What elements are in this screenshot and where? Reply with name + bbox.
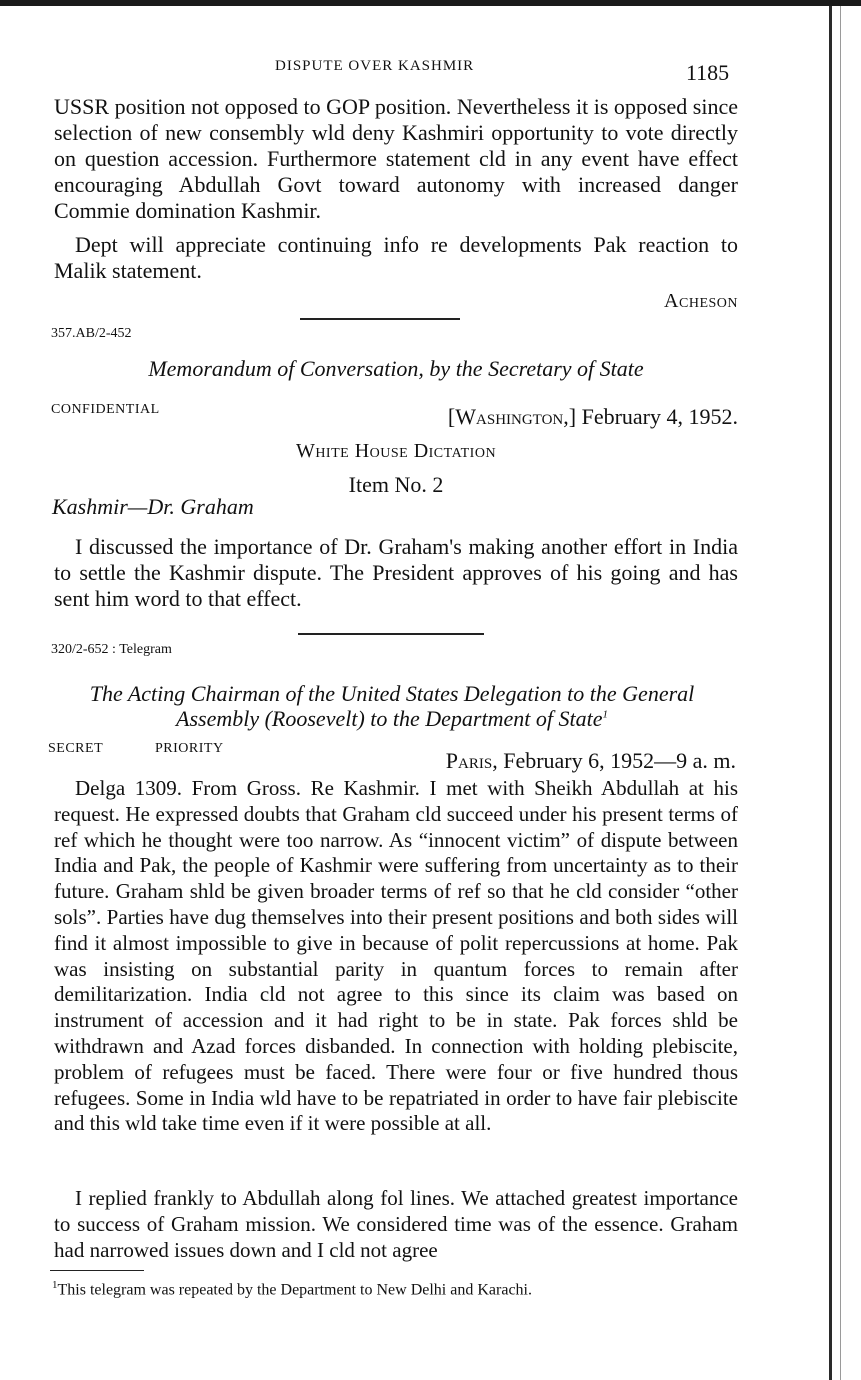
page-binding-edge bbox=[829, 6, 832, 1380]
telegram-title-line-1: The Acting Chairman of the United States Delegation to the General bbox=[89, 681, 695, 706]
page-binding-edge-inner bbox=[840, 6, 841, 1380]
classification-mark: CONFIDENTIAL bbox=[51, 402, 160, 417]
dateline-place: Washington, bbox=[455, 404, 569, 429]
dateline-date: February 6, 1952—9 a. m. bbox=[503, 748, 736, 773]
file-number: 320/2-652 : Telegram bbox=[51, 642, 172, 657]
file-number: 357.AB/2-452 bbox=[51, 326, 132, 341]
footnote-reference: 1 bbox=[602, 708, 608, 721]
dateline-close-bracket: ] bbox=[568, 404, 577, 429]
telegram-title-line-2 bbox=[46, 706, 738, 732]
signature-acheson: Acheson bbox=[664, 290, 738, 312]
item-number: Item No. 2 bbox=[348, 472, 444, 497]
topic-heading: Kashmir—Dr. Graham bbox=[52, 494, 254, 519]
dateline-date: February 4, 1952. bbox=[581, 404, 738, 429]
classification-mark: SECRET bbox=[48, 741, 104, 756]
page-top-edge bbox=[0, 0, 861, 6]
continued-paragraph: USSR position not opposed to GOP position. Nevertheless it is opposed since selection of new consembly wld deny Kashmiri opportunity to vote directly on question accession. Furthermore statement cld in any event have effect encouraging Abdullah Govt toward autonomy with increased danger Commie domination Kashmir. bbox=[54, 94, 738, 223]
page-number: 1185 bbox=[686, 60, 730, 85]
telegram-paragraph-2: I replied frankly to Abdullah along fol lines. We attached greatest importance to success of Graham mission. We considered time was of the essence. Graham had narrowed issues down and I cld not agree bbox=[54, 1186, 738, 1262]
dateline-place: Paris, bbox=[445, 748, 498, 773]
running-head: DISPUTE OVER KASHMIR bbox=[275, 58, 475, 74]
section-divider bbox=[300, 318, 460, 320]
priority-mark: PRIORITY bbox=[155, 741, 224, 756]
footnote-marker: 1 bbox=[52, 1279, 58, 1291]
dateline-open-bracket: [ bbox=[447, 404, 456, 429]
subheading: White House Dictation bbox=[295, 440, 497, 462]
footnote bbox=[52, 1279, 742, 1299]
dateline bbox=[360, 404, 738, 430]
telegram-title-text: Assembly (Roosevelt) to the Department of State bbox=[176, 706, 603, 731]
footnote-divider bbox=[50, 1270, 144, 1271]
footnote-text: This telegram was repeated by the Department to New Delhi and Karachi. bbox=[57, 1281, 532, 1299]
section-divider bbox=[298, 633, 484, 635]
document-title: Memorandum of Conversation, by the Secretary of State bbox=[148, 356, 644, 381]
memorandum-body: I discussed the importance of Dr. Graham's making another effort in India to settle the Kashmir dispute. The President approves of his going and has sent him word to that effect. bbox=[54, 534, 738, 611]
closing-paragraph: Dept will appreciate continuing info re developments Pak reaction to Malik statement. bbox=[54, 232, 738, 283]
dateline bbox=[380, 748, 736, 774]
telegram-paragraph-1: Delga 1309. From Gross. Re Kashmir. I met with Sheikh Abdullah at his request. He expressed doubts that Graham cld succeed under his present terms of ref which he thought were too narrow. As “innocent victim” of dispute between India and Pak, the people of Kashmir were suffering from uncertainty as to their future. Graham shld be given broader terms of ref so that he cld consider “other sols”. Parties have dug themselves into their present positions and both sides will find it almost impossible to give in because of polit repercussions at home. Pak was insisting on substantial parity in quantum forces to remain after demilitarization. India cld not agree to this since its claim was based on instrument of accession and it had right to be in state. Pak forces shld be withdrawn and Azad forces disbanded. In connection with holding plebiscite, problem of refugees must be faced. There were four or five hundred thous refugees. Some in India wld have to be repatriated in order to have fair plebiscite and this wld take time even if it were possible at all. bbox=[54, 776, 738, 1136]
